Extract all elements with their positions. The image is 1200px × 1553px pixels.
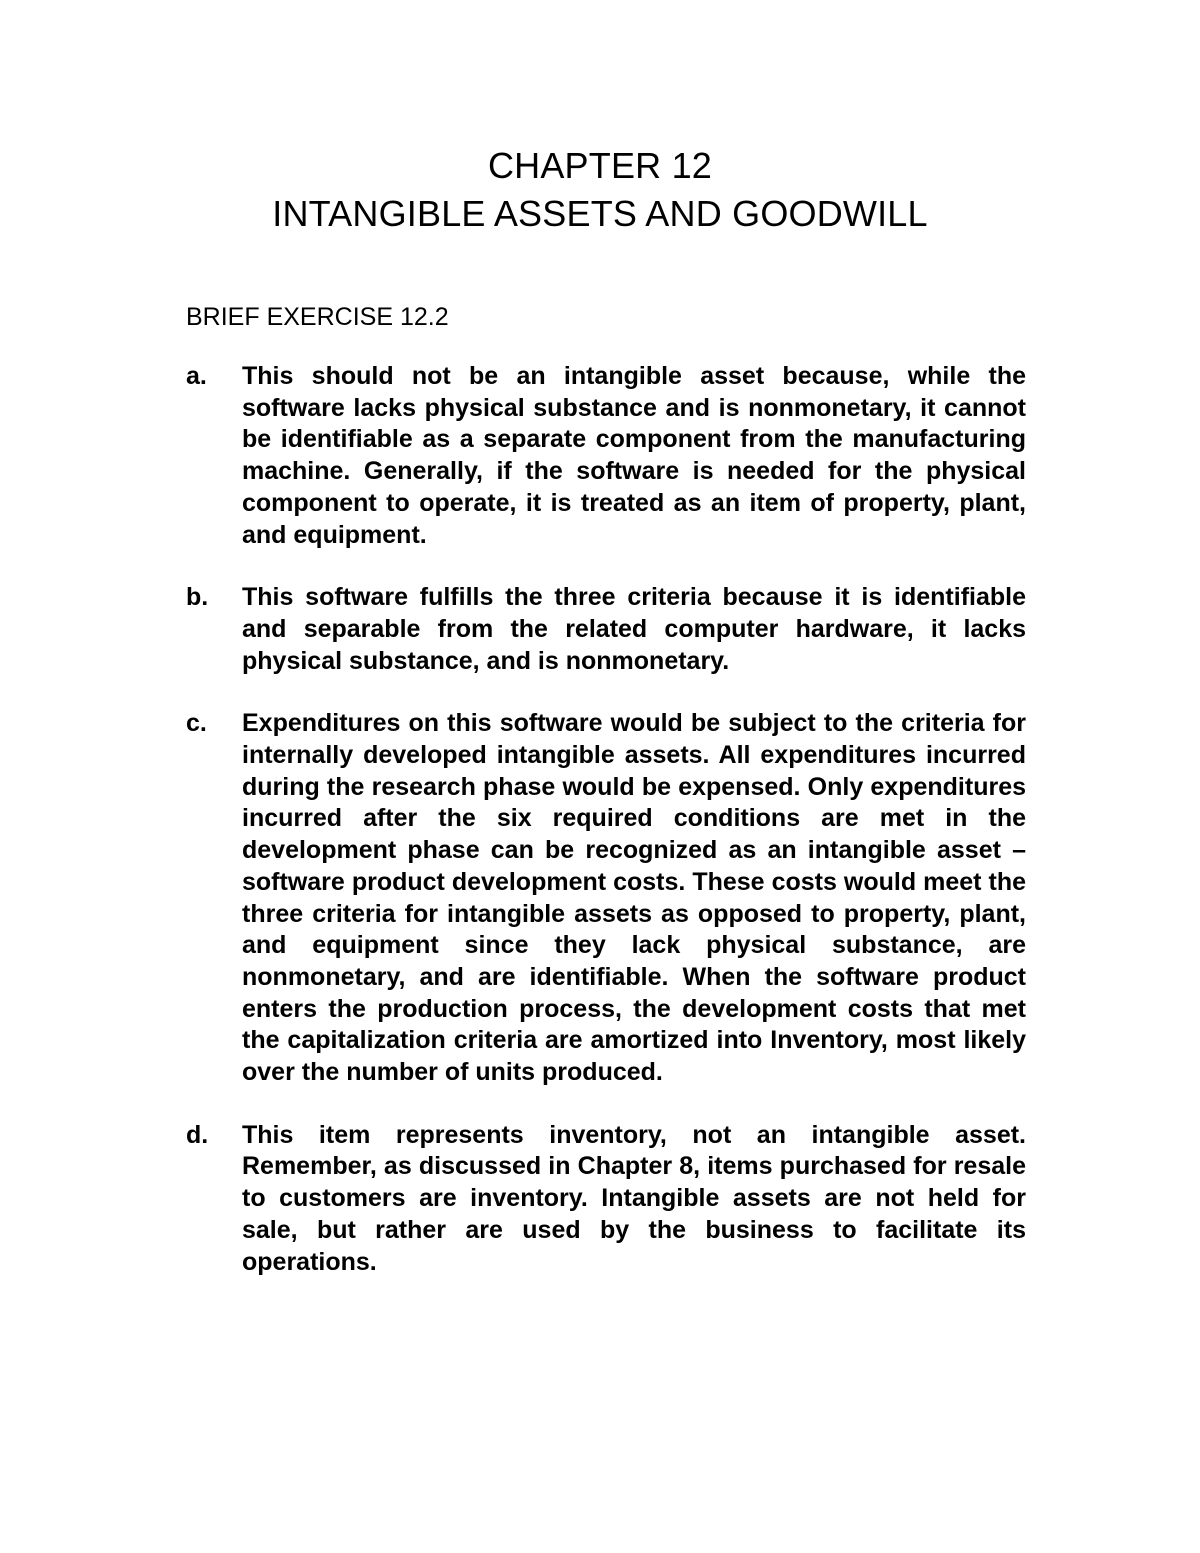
answer-item-b: [186, 582, 1026, 677]
answer-text: This should not be an intangible asset because, while the software lacks physical substance and is nonmonetary, it cannot be identifiable as a separate component from the manufacturing machine. Generally, if the software is needed for the physical component to operate, it is treated as an item of property, plant, and equipment.: [242, 362, 1026, 549]
chapter-title: INTANGIBLE ASSETS AND GOODWILL: [272, 193, 928, 234]
answer-text: This software fulfills the three criteria because it is identifiable and separable from the related computer hardware, it lacks physical substance, and is nonmonetary.: [242, 583, 1026, 675]
answer-item-a: [186, 361, 1026, 551]
chapter-number: CHAPTER 12: [487, 145, 713, 186]
exercise-heading: BRIEF EXERCISE 12.2: [186, 303, 449, 331]
answer-letter: d.: [186, 1120, 209, 1149]
chapter-title-block: [0, 142, 1200, 238]
answer-item-c: [186, 708, 1026, 1088]
answer-letter: c.: [186, 709, 207, 738]
answer-list: [186, 361, 1026, 1309]
answer-text: This item represents inventory, not an intangible asset. Remember, as discussed in Chapter 8, items purchased for resale to customers are inventory. Intangible assets are not held for sale, but rather are used by the business to facilitate its operations.: [242, 1120, 1026, 1276]
answer-text: Expenditures on this software would be subject to the criteria for internally developed intangible assets. All expenditures incurred during the research phase would be expensed. Only expenditures incurred after the six required conditions are met in the development phase can be recognized as an intangible asset – software product development costs. These costs would meet the three criteria for intangible assets as opposed to property, plant, and equipment since they lack physical substance, are nonmonetary, and are identifiable. When the software product enters the production process, the development costs that met the capitalization criteria are amortized into Inventory, most likely over the number of units produced.: [242, 709, 1026, 1087]
answer-letter: a.: [186, 362, 207, 390]
answer-item-d: [186, 1120, 1026, 1279]
answer-letter: b.: [186, 583, 209, 612]
